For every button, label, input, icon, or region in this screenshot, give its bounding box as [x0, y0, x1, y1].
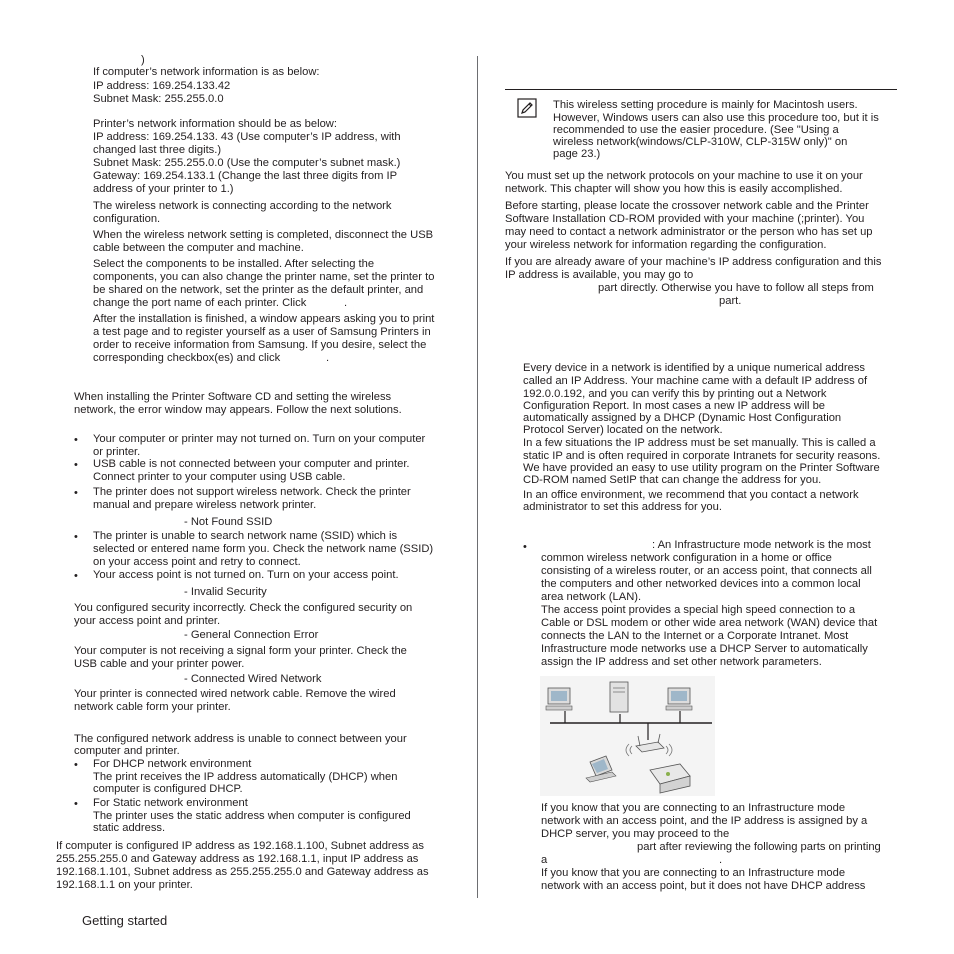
- general-line2: USB cable and your printer power.: [74, 658, 245, 670]
- before-line2: Software Installation CD-ROM provided with your machine (;printer). You: [505, 213, 865, 225]
- computer-ip: IP address: 169.254.133.42: [93, 80, 231, 92]
- error-intro-line1: When installing the Printer Software CD and setting the wireless: [74, 391, 392, 403]
- example-line2: 255.255.255.0 and Gateway address as 192.168.1.1, input IP address as: [56, 853, 419, 865]
- ip-line2: called an IP Address. Your machine came with a default IP address of: [523, 375, 868, 387]
- before-line4: your wireless network for information regarding the configuration.: [505, 239, 827, 251]
- dhcp-line2: computer is configured DHCP.: [93, 783, 243, 795]
- server-tower-icon: [610, 682, 628, 712]
- connecting-line1: The wireless network is connecting according to the network: [93, 200, 392, 212]
- computer-info-intro: If computer’s network information is as below:: [93, 66, 320, 78]
- note-line3: recommended to use the easier procedure. (See "Using a: [553, 124, 839, 136]
- wired-line1: Your printer is connected wired network cable. Remove the wired: [74, 688, 396, 700]
- ap-line2: Cable or DSL modem or other wide area network (WAN) device that: [541, 617, 878, 629]
- components-line1: Select the components to be installed. After selecting the: [93, 258, 375, 270]
- bullet-icon: •: [74, 759, 78, 771]
- ip-line1: Every device in a network is identified by a unique numerical address: [523, 362, 866, 374]
- bullet4-line3: on your access point and retry to connect.: [93, 556, 301, 568]
- printer-gw-line2: address of your printer to 1.): [93, 183, 234, 195]
- bullet4-line1: The printer is unable to search network name (SSID) which is: [93, 530, 398, 542]
- bullet-icon: •: [74, 531, 78, 543]
- example-line3: 192.168.1.101, Subnet address as 255.255.255.0 and Gateway address as: [56, 866, 429, 878]
- ip-line5: automatically assigned by a DHCP (Dynamic Host Configuration: [523, 412, 842, 424]
- ip-line6: Protocol Server) located on the network.: [523, 424, 723, 436]
- bullet2-line2: Connect printer to your computer using USB cable.: [93, 471, 346, 483]
- completed-line2: cable between the computer and machine.: [93, 242, 304, 254]
- aware-line4: part.: [719, 295, 742, 307]
- aware-line3: part directly. Otherwise you have to follow all steps from: [598, 282, 874, 294]
- wired-heading: - Connected Wired Network: [184, 673, 322, 685]
- page-footer: Getting started: [82, 913, 168, 928]
- note-pencil-icon: [517, 98, 537, 118]
- setup-line1: You must set up the network protocols on your machine to use it on your: [505, 170, 863, 182]
- ap-line4: Infrastructure mode networks use a DHCP Server to automatically: [541, 643, 868, 655]
- note-line5: page 23.): [553, 148, 601, 160]
- wired-line2: network cable form your printer.: [74, 701, 231, 713]
- know2-line1: If you know that you are connecting to an Infrastructure mode: [541, 867, 846, 879]
- example-line1: If computer is configured IP address as 192.168.1.100, Subnet address as: [56, 840, 424, 852]
- ap-line5: assign the IP address and set other network parameters.: [541, 656, 822, 668]
- finished-line4-end: .: [326, 352, 330, 364]
- security-heading: - Invalid Security: [184, 586, 267, 598]
- know2-line2: network with an access point, but it does not have DHCP address: [541, 880, 866, 892]
- security-line1: You configured security incorrectly. Check the configured security on: [74, 602, 413, 614]
- know-line5-start: a: [541, 854, 548, 866]
- before-line3: may need to contact a network administrator or the person who has set up: [505, 226, 873, 238]
- printer-info-intro: Printer’s network information should be as below:: [93, 118, 337, 130]
- bullet-icon: •: [74, 434, 78, 446]
- general-heading: - General Connection Error: [184, 629, 319, 641]
- bullet4-line2: selected or entered name form you. Check the network name (SSID): [93, 543, 434, 555]
- note-line2: However, Windows users can also use this procedure too, but it is: [553, 112, 879, 124]
- static-line2: static address.: [93, 822, 166, 834]
- infrastructure-network-diagram: [540, 676, 715, 796]
- infra-line4: the computers and other networked devices into a common local: [541, 578, 861, 590]
- error-intro-line2: network, the error window may appears. Follow the next solutions.: [74, 404, 402, 416]
- desktop-computer-icon: [666, 688, 692, 710]
- components-line4: change the port name of each printer. Click: [93, 297, 307, 309]
- connecting-line2: configuration.: [93, 213, 161, 225]
- bullet-icon: •: [74, 798, 78, 810]
- dhcp-line1: The print receives the IP address automatically (DHCP) when: [93, 771, 398, 783]
- printer-gw-line1: Gateway: 169.254.133.1 (Change the last three digits from IP: [93, 170, 398, 182]
- know-line2: network with an access point, and the IP address is assigned by a: [541, 815, 868, 827]
- bullet-icon: •: [523, 541, 527, 553]
- finished-line1: After the installation is finished, a window appears asking you to print: [93, 313, 435, 325]
- bullet2-line1: USB cable is not connected between your computer and printer.: [93, 458, 410, 470]
- ip-line4: Configuration Report. In most cases a new IP address will be: [523, 400, 826, 412]
- text-fragment: ): [141, 54, 145, 66]
- bullet1-line2: or printer.: [93, 446, 141, 458]
- setup-line2: network. This chapter will show you how this is easily accomplished.: [505, 183, 843, 195]
- desktop-computer-icon: [546, 688, 572, 710]
- ap-line1: The access point provides a special high speed connection to a: [541, 604, 856, 616]
- note-line4: wireless network(windows/CLP-310W, CLP-315W only)" on: [553, 136, 848, 148]
- office-line2: administrator to set this address for you.: [523, 501, 722, 513]
- example-line4: 192.168.1.1 on your printer.: [56, 879, 193, 891]
- bullet-icon: •: [74, 570, 78, 582]
- infra-line2: common wireless network configuration in a home or office: [541, 552, 832, 564]
- static-line1: The printer uses the static address when computer is configured: [93, 810, 411, 822]
- security-line2: your access point and printer.: [74, 615, 221, 627]
- printer-mask: Subnet Mask: 255.255.0.0 (Use the computer’s subnet mask.): [93, 157, 401, 169]
- office-line1: In an office environment, we recommend that you contact a network: [523, 489, 859, 501]
- finished-line4: corresponding checkbox(es) and click: [93, 352, 281, 364]
- section-rule: [505, 89, 897, 90]
- computer-mask: Subnet Mask: 255.255.0.0: [93, 93, 224, 105]
- bullet1-line1: Your computer or printer may not turned on. Turn on your computer: [93, 433, 426, 445]
- printer-ip-line1: IP address: 169.254.133. 43 (Use computer’s IP address, with: [93, 131, 401, 143]
- address-line2: computer and printer.: [74, 745, 180, 757]
- completed-line1: When the wireless network setting is completed, disconnect the USB: [93, 229, 434, 241]
- static-ip-line2: static IP and is often required in corporate Intranets for security reasons.: [523, 450, 881, 462]
- static-ip-line4: CD-ROM named SetIP that can change the address for you.: [523, 474, 822, 486]
- bullet3-line2: manual and prepare wireless network printer.: [93, 499, 317, 511]
- before-line1: Before starting, please locate the crossover network cable and the Printer: [505, 200, 869, 212]
- note-line1: This wireless setting procedure is mainly for Macintosh users.: [553, 99, 858, 111]
- ssid-heading: - Not Found SSID: [184, 516, 273, 528]
- know-line1: If you know that you are connecting to an Infrastructure mode: [541, 802, 846, 814]
- aware-line2: IP address is available, you may go to: [505, 269, 694, 281]
- components-line4-end: .: [344, 297, 348, 309]
- bullet3-line1: The printer does not support wireless network. Check the printer: [93, 486, 411, 498]
- ip-line3: 192.0.0.192, and you can verify this by printing out a Network: [523, 388, 827, 400]
- infra-line5: area network (LAN).: [541, 591, 642, 603]
- static-ip-line3: We have provided an easy to use utility program on the Printer Software: [523, 462, 880, 474]
- column-divider: [477, 56, 478, 898]
- infra-line1: : An Infrastructure mode network is the most: [652, 539, 871, 551]
- components-line3: be shared on the network, set the printer as the default printer, and: [93, 284, 424, 296]
- infra-line3: consisting of a wireless router, or an access point, that connects all: [541, 565, 872, 577]
- know-line3: DHCP server, you may proceed to the: [541, 828, 730, 840]
- aware-line1: If you are already aware of your machine’s IP address configuration and this: [505, 256, 882, 268]
- components-line2: components, you can also change the printer name, set the printer to: [93, 271, 435, 283]
- bullet-icon: •: [74, 487, 78, 499]
- finished-line3: order to receive information from Samsung. If you desire, select the: [93, 339, 427, 351]
- dhcp-title: For DHCP network environment: [93, 758, 252, 770]
- static-title: For Static network environment: [93, 797, 248, 809]
- general-line1: Your computer is not receiving a signal form your printer. Check the: [74, 645, 407, 657]
- static-ip-line1: In a few situations the IP address must be set manually. This is called a: [523, 437, 876, 449]
- bullet-icon: •: [74, 459, 78, 471]
- know-line5-end: .: [719, 854, 723, 866]
- know-line4: part after reviewing the following parts on printing: [637, 841, 881, 853]
- ap-line3: connects the LAN to the Internet or a Corporate Intranet. Most: [541, 630, 849, 642]
- bullet5-line1: Your access point is not turned on. Turn on your access point.: [93, 569, 399, 581]
- printer-ip-line2: changed last three digits.): [93, 144, 222, 156]
- finished-line2: a test page and to register yourself as a user of Samsung Printers in: [93, 326, 431, 338]
- address-line1: The configured network address is unable to connect between your: [74, 733, 407, 745]
